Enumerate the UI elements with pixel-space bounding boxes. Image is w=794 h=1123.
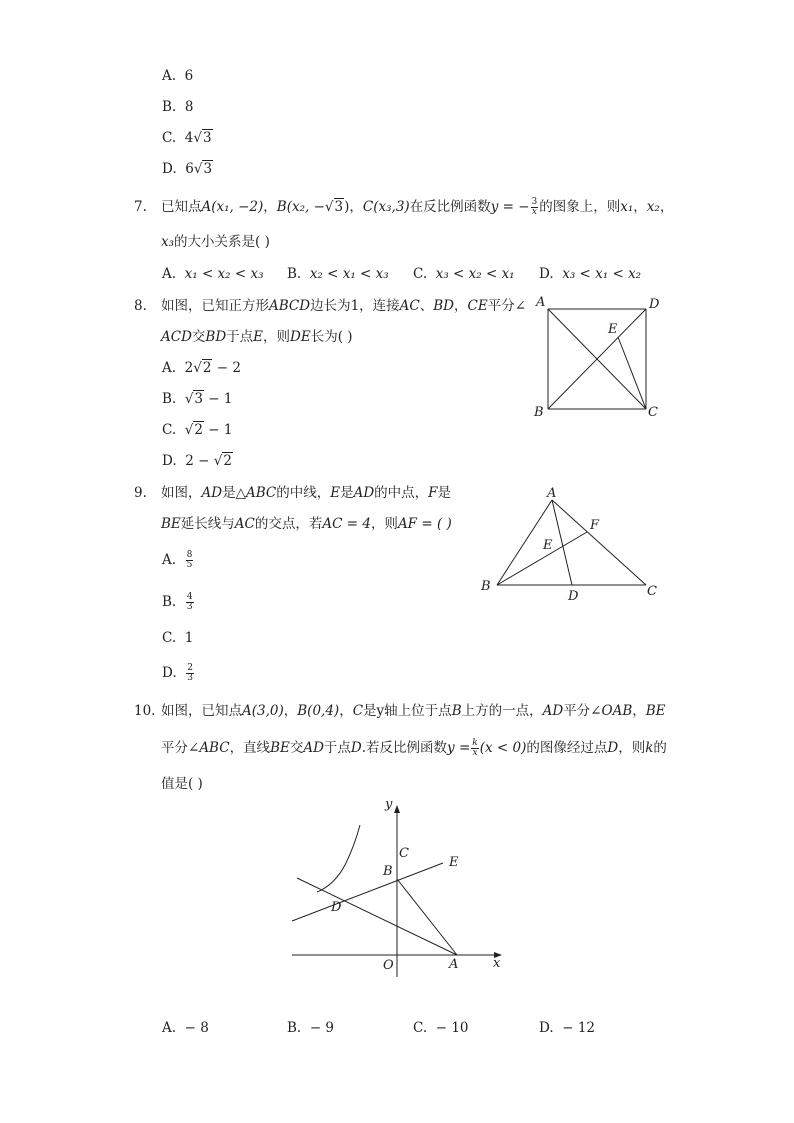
q9-label-f: F (590, 518, 600, 533)
q9-option-a: A. $\frac{8}{5}$ (162, 550, 193, 570)
q8-stem-line2: ACD交BD于点E，则DE长为( ) (161, 329, 353, 345)
q9-label-d: D (568, 589, 579, 604)
q6-option-b: B. 8 (162, 99, 194, 115)
q10-coordinate-figure (285, 795, 515, 980)
q10-option-b: B. − 9 (287, 1020, 335, 1036)
q6-option-d: D. 6√3 (162, 161, 213, 177)
q9-option-c: C. 1 (162, 630, 194, 646)
q7-option-a: A. x₁ < x₂ < x₃ (162, 266, 264, 282)
q7-option-d: D. x₃ < x₁ < x₂ (539, 266, 642, 282)
q10-segment-ba (397, 879, 457, 955)
q8-number: 8. (134, 298, 147, 314)
q9-option-d: D. $\frac{2}{3}$ (162, 663, 193, 683)
q6-option-a: A. 6 (162, 68, 194, 84)
q10-stem-line2: 平分∠ABC，直线BE交AD于点D.若反比例函数y = $\frac{k}{x}$ (x < 0)的图像经过点D，则k的 (161, 738, 667, 758)
q10-stem-line3: 值是( ) (161, 776, 203, 792)
q8-label-c: C (648, 405, 658, 420)
q10-label-o: O (383, 958, 394, 973)
q10-label-y: y (385, 797, 393, 812)
q8-option-b: B. √3 − 1 (162, 391, 233, 407)
q10-option-d: D. − 12 (539, 1020, 596, 1036)
q8-label-b: B (534, 405, 544, 420)
q8-label-a: A (536, 295, 546, 310)
q10-option-a: A. − 8 (162, 1020, 209, 1036)
q7-fraction: $\frac{3}{x}$ (531, 197, 538, 217)
q7-option-b: B. x₂ < x₁ < x₃ (287, 266, 389, 282)
q9-side-ca (552, 500, 646, 585)
q8-segment-ce (618, 337, 646, 409)
q9-label-c: C (647, 584, 657, 599)
q7-option-c: C. x₃ < x₂ < x₁ (413, 266, 515, 282)
q10-number: 10. (134, 703, 156, 719)
q10-label-b: B (383, 864, 393, 879)
q10-y-arrow (394, 805, 400, 813)
q8-label-e: E (608, 322, 618, 337)
q10-label-a: A (449, 957, 459, 972)
q9-label-a: A (547, 486, 557, 501)
q9-segment-bf (497, 532, 587, 585)
q10-line-ad (297, 878, 457, 955)
q10-label-c: C (399, 846, 409, 861)
q6-option-c: C. 4√3 (162, 130, 212, 146)
q10-label-e: E (449, 855, 459, 870)
q9-option-b: B. $\frac{4}{3}$ (162, 592, 193, 612)
q8-option-d: D. 2 − √2 (162, 453, 232, 469)
q7-stem-line2: x₃的大小关系是( ) (161, 234, 270, 250)
q8-square-figure (530, 292, 670, 422)
q9-label-b: B (481, 579, 491, 594)
q8-option-c: C. √2 − 1 (162, 422, 233, 438)
q7-number: 7. (134, 199, 147, 215)
q10-hyperbola-curve (317, 825, 360, 892)
q10-option-c: C. − 10 (413, 1020, 469, 1036)
q8-option-a: A. 2√2 − 2 (162, 360, 241, 376)
q10-fraction: $\frac{k}{x}$ (472, 738, 478, 758)
q7-stem-line1: 已知点A(x₁, −2)，B(x₂, −√3)，C(x₃,3)在反比例函数y = − $\frac{3}{x}$ 的图象上，则x₁，x₂， (161, 197, 674, 217)
q9-stem-line2: BE延长线与AC的交点，若AC = 4，则AF = ( ) (161, 516, 452, 532)
q9-triangle-figure (470, 478, 670, 608)
q10-stem-line1: 如图，已知点A(3,0)，B(0,4)，C是y轴上位于点B上方的一点，AD平分∠OAB，BE (161, 703, 666, 719)
q8-stem-line1: 如图，已知正方形ABCD边长为1，连接AC、BD，CE平分∠ (161, 298, 527, 314)
q8-label-d: D (649, 297, 660, 312)
q10-label-d: D (331, 900, 342, 915)
q9-label-e: E (543, 538, 553, 553)
q10-label-x: x (493, 956, 501, 971)
q9-stem-line1: 如图，AD是△ABC的中线，E是AD的中点，F是 (161, 485, 452, 501)
q9-number: 9. (134, 485, 147, 501)
